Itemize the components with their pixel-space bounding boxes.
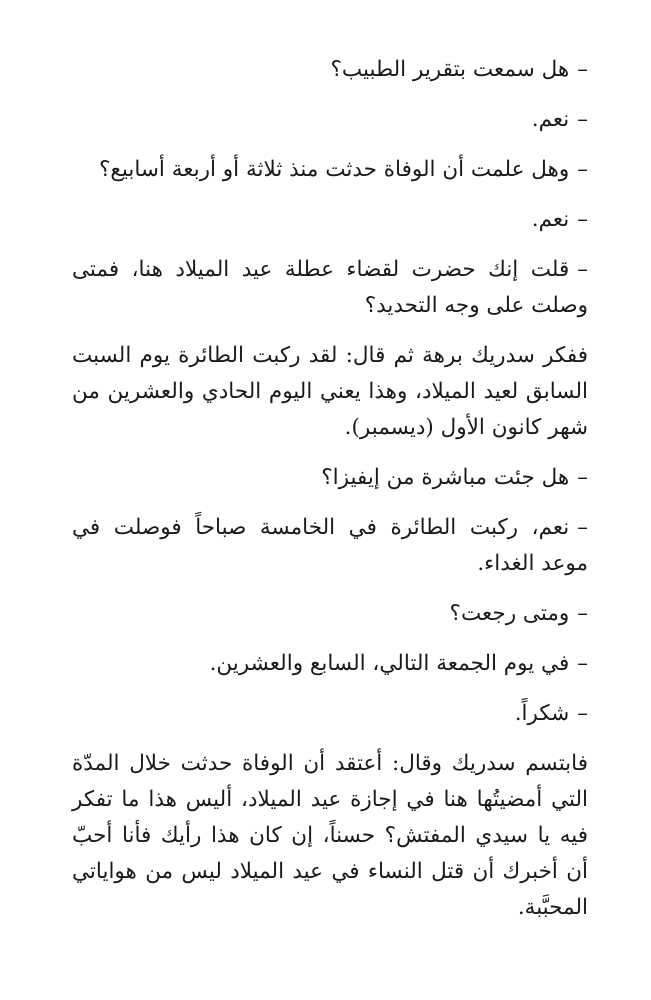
dialogue-dash: –	[577, 651, 588, 676]
paragraph-text: هل سمعت بتقرير الطبيب؟	[330, 57, 570, 82]
dialogue-line	[72, 102, 588, 138]
dialogue-line	[72, 460, 588, 496]
dialogue-line	[72, 646, 588, 682]
paragraph-text: نعم.	[531, 107, 570, 132]
dialogue-dash: –	[577, 207, 588, 232]
paragraph-text: هل جئت مباشرة من إيفيزا؟	[321, 465, 570, 490]
document-page	[72, 52, 588, 940]
dialogue-line	[72, 202, 588, 238]
dialogue-dash: –	[577, 465, 588, 490]
dialogue-dash: –	[577, 515, 588, 540]
dialogue-line	[72, 52, 588, 88]
dialogue-line	[72, 510, 588, 582]
paragraph-text: في يوم الجمعة التالي، السابع والعشرين.	[209, 651, 570, 676]
dialogue-dash: –	[577, 107, 588, 132]
dialogue-line	[72, 252, 588, 324]
dialogue-line	[72, 596, 588, 632]
dialogue-dash: –	[577, 701, 588, 726]
paragraph-text: ومتى رجعت؟	[449, 601, 570, 626]
paragraph-text: ففكر سدريك برهة ثم قال: لقد ركبت الطائرة يوم السبت السابق لعيد الميلاد، وهذا يعني اليوم الحادي والعشرين من شهر كانون الأول (ديسمبر).	[72, 343, 588, 440]
dialogue-line	[72, 696, 588, 732]
paragraph-text: وهل علمت أن الوفاة حدثت منذ ثلاثة أو أربعة أسابيع؟	[99, 157, 570, 182]
paragraph-text: قلت إنك حضرت لقضاء عطلة عيد الميلاد هنا، فمتى وصلت على وجه التحديد؟	[72, 257, 588, 318]
narrative-paragraph	[72, 746, 588, 926]
dialogue-dash: –	[577, 157, 588, 182]
narrative-paragraph	[72, 338, 588, 446]
paragraph-text: نعم، ركبت الطائرة في الخامسة صباحاً فوصلت في موعد الغداء.	[72, 515, 588, 576]
paragraph-text: شكراً.	[514, 701, 570, 726]
dialogue-dash: –	[577, 57, 588, 82]
dialogue-dash: –	[577, 257, 588, 282]
paragraph-text: نعم.	[531, 207, 570, 232]
paragraph-text: فابتسم سدريك وقال: أعتقد أن الوفاة حدثت خلال المدّة التي أمضيتُها هنا في إجازة عيد الميلاد، أليس هذا ما تفكر فيه يا سيدي المفتش؟ حسناً، إن كان هذا رأيك فأنا أحبّ أن أخبرك أن قتل النساء في عيد الميلاد ليس من هواياتي المحبَّبة.	[72, 751, 588, 920]
dialogue-dash: –	[577, 601, 588, 626]
dialogue-line	[72, 152, 588, 188]
